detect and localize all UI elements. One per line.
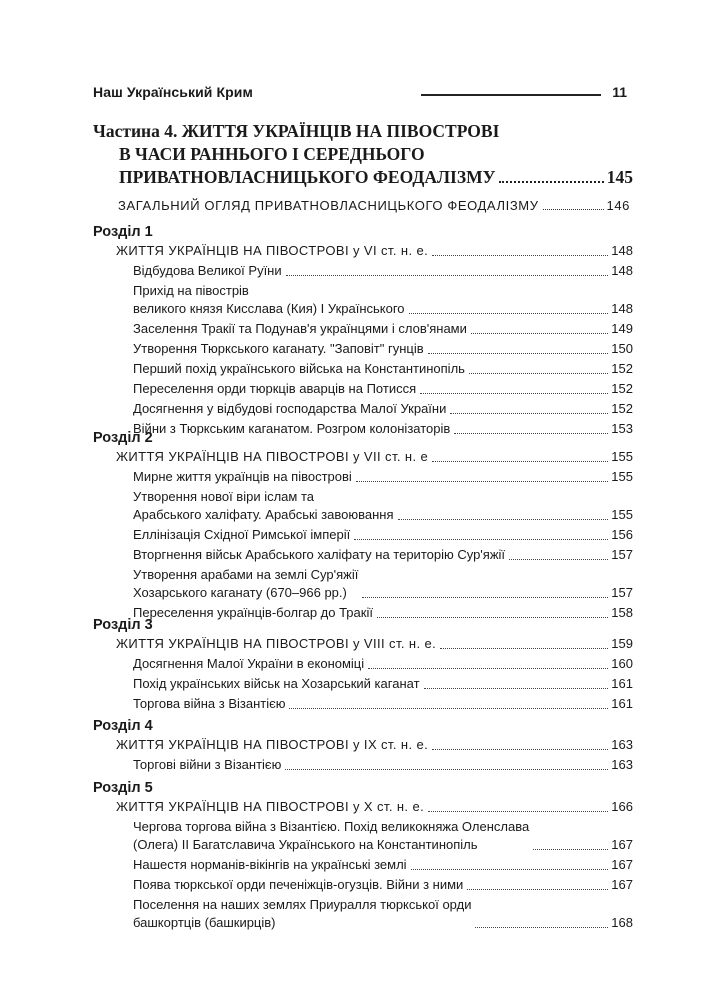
- toc-section: [93, 428, 633, 622]
- entry-text-line: башкортців (башкирців): [133, 915, 276, 930]
- entry-text-line: Переселення українців-болгар до Тракії: [133, 605, 373, 620]
- entry-page-number: 152: [611, 401, 633, 416]
- entry-text-line: Нашестя норманів-вікінгів на українські землі: [133, 857, 407, 872]
- dot-leader: [411, 869, 609, 870]
- section-title: Розділ 1: [93, 224, 153, 240]
- section-title: Розділ 3: [93, 617, 153, 633]
- dot-leader: [286, 275, 609, 276]
- dot-leader: [289, 708, 608, 709]
- toc-section: [93, 778, 633, 932]
- toc-entry: [93, 400, 633, 418]
- toc-entry: [93, 876, 633, 894]
- dot-leader: [285, 769, 608, 770]
- entry-text: [133, 380, 416, 398]
- section-title: Розділ 2: [93, 430, 153, 446]
- toc-section: [93, 222, 633, 438]
- entry-page-number: 167: [611, 857, 633, 872]
- entry-page-number: 157: [611, 547, 633, 562]
- part-title-line-3: [93, 166, 633, 189]
- section-title: Розділ 4: [93, 718, 153, 734]
- dot-leader: [428, 353, 609, 354]
- toc-entry: [93, 526, 633, 544]
- dot-leader: [409, 313, 609, 314]
- toc-entry: [93, 756, 633, 774]
- section-heading-entry: [93, 736, 633, 754]
- entry-text-line: Поселення на наших землях Приуралля тюркської орди: [133, 897, 472, 912]
- entry-text: [133, 526, 350, 544]
- entry-text: [133, 546, 505, 564]
- entry-text: [133, 360, 465, 378]
- toc-entry: [93, 320, 633, 338]
- toc-entry: [93, 282, 633, 318]
- toc-entry: [93, 262, 633, 280]
- entry-page-number: 158: [611, 605, 633, 620]
- entry-text-line: Війни з Тюркським каганатом. Розгром колонізаторів: [133, 421, 451, 436]
- dot-leader: [432, 461, 608, 462]
- entry-page-number: 161: [611, 676, 633, 691]
- entry-text-line: Відбудова Великої Руїни: [133, 263, 282, 278]
- entry-text: [133, 876, 463, 894]
- entry-text: ЖИТТЯ УКРАЇНЦІВ НА ПІВОСТРОВІ у X ст. н. е.: [116, 799, 425, 814]
- dot-leader: [356, 481, 608, 482]
- entry-text: [133, 756, 281, 774]
- entry-text-line: Перший похід українського війська на Константинопіль: [133, 361, 465, 376]
- entry-page-number: 156: [611, 527, 633, 542]
- entry-text: ЖИТТЯ УКРАЇНЦІВ НА ПІВОСТРОВІ у VI ст. н. е.: [116, 243, 429, 258]
- entry-text: [133, 468, 352, 486]
- dot-leader: [354, 539, 608, 540]
- entry-page-number: 148: [611, 243, 633, 258]
- entry-text-line: Переселення орди тюркців аварців на Потисся: [133, 381, 417, 396]
- entry-page-number: 148: [611, 301, 633, 316]
- entry-text-line: Досягнення у відбудові господарства Малої України: [133, 401, 447, 416]
- toc-entry: [93, 360, 633, 378]
- dot-leader: [368, 668, 608, 669]
- section-heading-entry: [93, 635, 633, 653]
- entry-text-line: Мирне життя українців на півострові: [133, 469, 352, 484]
- header-rule: [421, 94, 601, 96]
- entry-text-line: Торгові війни з Візантією: [133, 757, 282, 772]
- entry-text-line: Досягнення Малої України в економіці: [133, 656, 365, 671]
- toc-section: [93, 615, 633, 713]
- entry-text: [133, 856, 407, 874]
- entry-page-number: 168: [611, 915, 633, 930]
- entry-page-number: 148: [611, 263, 633, 278]
- toc-entry: [93, 896, 633, 932]
- entry-text: [133, 566, 358, 602]
- entry-text: [133, 282, 405, 318]
- section-title: Розділ 5: [93, 780, 153, 796]
- page-header: [93, 84, 633, 104]
- entry-text: [133, 695, 285, 713]
- dot-leader: [509, 559, 608, 560]
- entry-text: [133, 320, 467, 338]
- entry-text: ЖИТТЯ УКРАЇНЦІВ НА ПІВОСТРОВІ у VII ст. н. е: [116, 449, 429, 464]
- dot-leader: [469, 373, 608, 374]
- entry-text: ЖИТТЯ УКРАЇНЦІВ НА ПІВОСТРОВІ у VIII ст. н. е.: [116, 636, 437, 651]
- entry-text-line: Поява тюркської орди печеніжців-огузців. Війни з ними: [133, 877, 464, 892]
- dot-leader: [362, 597, 608, 598]
- entry-page-number: 150: [611, 341, 633, 356]
- entry-page-number: 159: [611, 636, 633, 651]
- entry-text-line: Еллінізація Східної Римської імперії: [133, 527, 351, 542]
- entry-page-number: 163: [611, 757, 633, 772]
- entry-page-number: 167: [611, 877, 633, 892]
- dot-leader: [432, 255, 608, 256]
- toc-entry: [93, 818, 633, 854]
- section-heading-entry: [93, 242, 633, 260]
- overview-entry: [118, 198, 630, 214]
- entry-page-number: 153: [611, 421, 633, 436]
- section-heading-entry: [93, 448, 633, 466]
- section-heading-entry: [93, 798, 633, 816]
- entry-page-number: 152: [611, 361, 633, 376]
- part-title-line-2: В ЧАСИ РАННЬОГО І СЕРЕДНЬОГО: [119, 144, 425, 164]
- entry-page-number: 152: [611, 381, 633, 396]
- toc-entry: [93, 340, 633, 358]
- dot-leader: [398, 519, 609, 520]
- entry-text: [133, 340, 424, 358]
- entry-page-number: 167: [611, 837, 633, 852]
- toc-entry: [93, 675, 633, 693]
- dot-leader: [424, 688, 609, 689]
- entry-page-number: 155: [611, 449, 633, 464]
- toc-entry: [93, 380, 633, 398]
- dot-leader: [450, 413, 608, 414]
- toc-entry: [93, 566, 633, 602]
- toc-entry: [93, 856, 633, 874]
- entry-text-line: Утворення арабами на землі Сур'яжії: [133, 567, 359, 582]
- entry-text-line: Заселення Тракії та Подунав'я українцями і слов'янами: [133, 321, 467, 336]
- entry-text-line: Утворення нової віри іслам та: [133, 489, 314, 504]
- part-title-line-3-text: ПРИВАТНОВЛАСНИЦЬКОГО ФЕОДАЛІЗМУ: [119, 167, 496, 187]
- entry-text: [133, 488, 394, 524]
- entry-text: [133, 675, 420, 693]
- dot-leader: [471, 333, 608, 334]
- entry-page-number: 160: [611, 656, 633, 671]
- entry-page-number: 161: [611, 696, 633, 711]
- entry-text: [133, 896, 471, 932]
- dot-leader: [428, 811, 608, 812]
- dot-leader: [467, 889, 608, 890]
- entry-text-line: Арабського халіфату. Арабські завоювання: [133, 507, 394, 522]
- page-number: 11: [612, 84, 627, 100]
- toc-section: [93, 716, 633, 774]
- entry-page-number: 166: [611, 799, 633, 814]
- dot-leader: [543, 209, 604, 210]
- overview-page-number: 146: [606, 198, 630, 213]
- entry-text: [133, 400, 446, 418]
- entry-page-number: 155: [611, 507, 633, 522]
- running-title: Наш Український Крим: [93, 84, 253, 100]
- part-page-number: 145: [606, 167, 633, 187]
- entry-page-number: 155: [611, 469, 633, 484]
- dot-leader: [432, 749, 608, 750]
- dot-leader: [499, 181, 603, 183]
- entry-text-line: Утворення Тюркського каганату. "Заповіт" гунців: [133, 341, 424, 356]
- dot-leader: [420, 393, 608, 394]
- toc-entry: [93, 468, 633, 486]
- entry-text-line: Хозарського каганату (670–966 рр.): [133, 585, 347, 600]
- entry-page-number: 163: [611, 737, 633, 752]
- entry-text-line: Чергова торгова війна з Візантією. Похід великокняжа Оленслава: [133, 819, 530, 834]
- entry-page-number: 157: [611, 585, 633, 600]
- part-title-line-1: Частина 4. ЖИТТЯ УКРАЇНЦІВ НА ПІВОСТРОВІ: [93, 121, 500, 141]
- entry-text-line: (Олега) II Багатславича Українського на Константинопіль: [133, 837, 478, 852]
- entry-text-line: Торгова війна з Візантією: [133, 696, 286, 711]
- entry-text-line: Вторгнення військ Арабського халіфату на територію Сур'яжії: [133, 547, 506, 562]
- entry-page-number: 149: [611, 321, 633, 336]
- toc-entry: [93, 655, 633, 673]
- dot-leader: [475, 927, 608, 928]
- toc-entry: [93, 695, 633, 713]
- dot-leader: [440, 648, 608, 649]
- entry-text-line: Прихід на півострів: [133, 283, 249, 298]
- entry-text: [133, 655, 364, 673]
- entry-text: [133, 818, 529, 854]
- entry-text: ЖИТТЯ УКРАЇНЦІВ НА ПІВОСТРОВІ у IX ст. н. е.: [116, 737, 429, 752]
- overview-text: ЗАГАЛЬНИЙ ОГЛЯД ПРИВАТНОВЛАСНИЦЬКОГО ФЕОДАЛІЗМУ: [118, 198, 539, 213]
- entry-text-line: великого князя Кисслава (Кия) І Українського: [133, 301, 405, 316]
- toc-entry: [93, 488, 633, 524]
- entry-text: [133, 262, 282, 280]
- toc-entry: [93, 546, 633, 564]
- part-heading: [93, 120, 633, 189]
- dot-leader: [533, 849, 608, 850]
- entry-text-line: Похід українських військ на Хозарський каганат: [133, 676, 420, 691]
